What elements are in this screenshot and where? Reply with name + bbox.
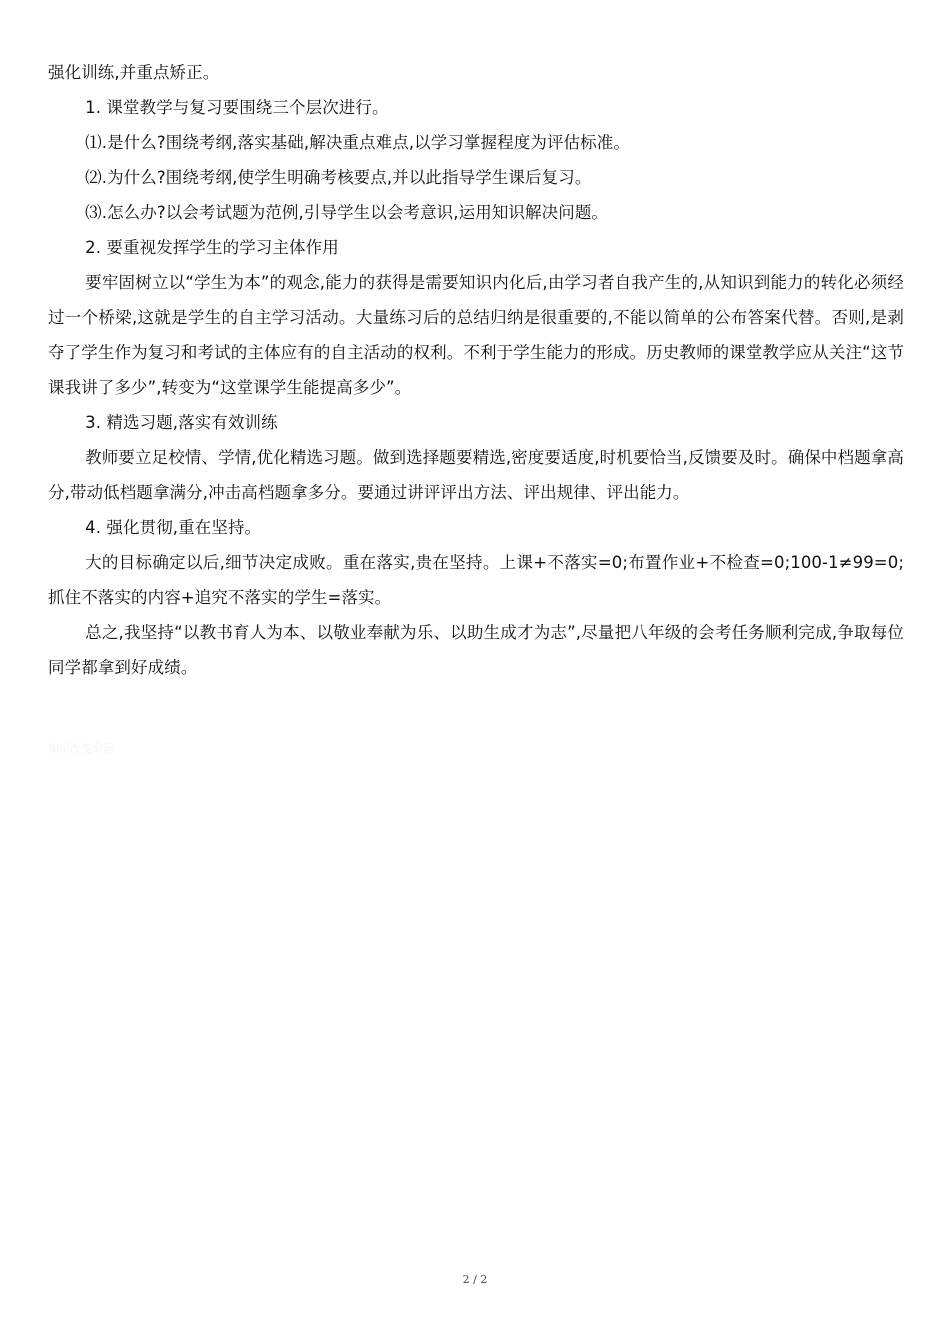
paragraph-exercise-selection: 教师要立足校情、学情,优化精选习题。做到选择题要精选,密度要适度,时机要恰当,反馈要及时。确保中档题拿高分,带动低档题拿满分,冲击高档题拿多分。要通过讲评评出方法、评出规律、评出能力。 [48, 448, 904, 502]
document-body [48, 55, 904, 685]
paragraph-intro-continuation: 强化训练,并重点矫正。 [48, 63, 220, 82]
list-item-why: ⑵.为什么?围绕考纲,使学生明确考核要点,并以此指导学生课后复习。 [85, 168, 592, 187]
paragraph-conclusion: 总之,我坚持“以教书育人为本、以敬业奉献为乐、以助生成才为志”,尽量把八年级的会考任务顺利完成,争取每位同学都拿到好成绩。 [48, 623, 904, 677]
paragraph-implementation: 大的目标确定以后,细节决定成败。重在落实,贵在坚持。上课+不落实=0;布置作业+不检查=0;100-1≠99=0;抓住不落实的内容+追究不落实的学生=落实。 [48, 553, 904, 607]
page-number: 2 / 2 [462, 1273, 488, 1286]
heading-point-1: 1. 课堂教学与复习要围绕三个层次进行。 [85, 98, 389, 117]
list-item-what: ⑴.是什么?围绕考纲,落实基础,解决重点难点,以学习掌握程度为评估标准。 [85, 133, 630, 152]
heading-point-4: 4. 强化贯彻,重在坚持。 [85, 518, 262, 537]
list-item-how: ⑶.怎么办?以会考试题为范例,引导学生以会考意识,运用知识解决问题。 [85, 203, 609, 222]
watermark-text: 知识改变命运 [48, 742, 114, 755]
paragraph-student-centered: 要牢固树立以“学生为本”的观念,能力的获得是需要知识内化后,由学习者自我产生的,从知识到能力的转化必须经过一个桥梁,这就是学生的自主学习活动。大量练习后的总结归纳是很重要的,不能以简单的公布答案代替。否则,是剥夺了学生作为复习和考试的主体应有的自主活动的权利。不利于学生能力的形成。历史教师的课堂教学应从关注“这节课我讲了多少”,转变为“这堂课学生能提高多少”。 [48, 273, 904, 397]
heading-point-2: 2. 要重视发挥学生的学习主体作用 [85, 238, 339, 257]
heading-point-3: 3. 精选习题,落实有效训练 [85, 413, 278, 432]
